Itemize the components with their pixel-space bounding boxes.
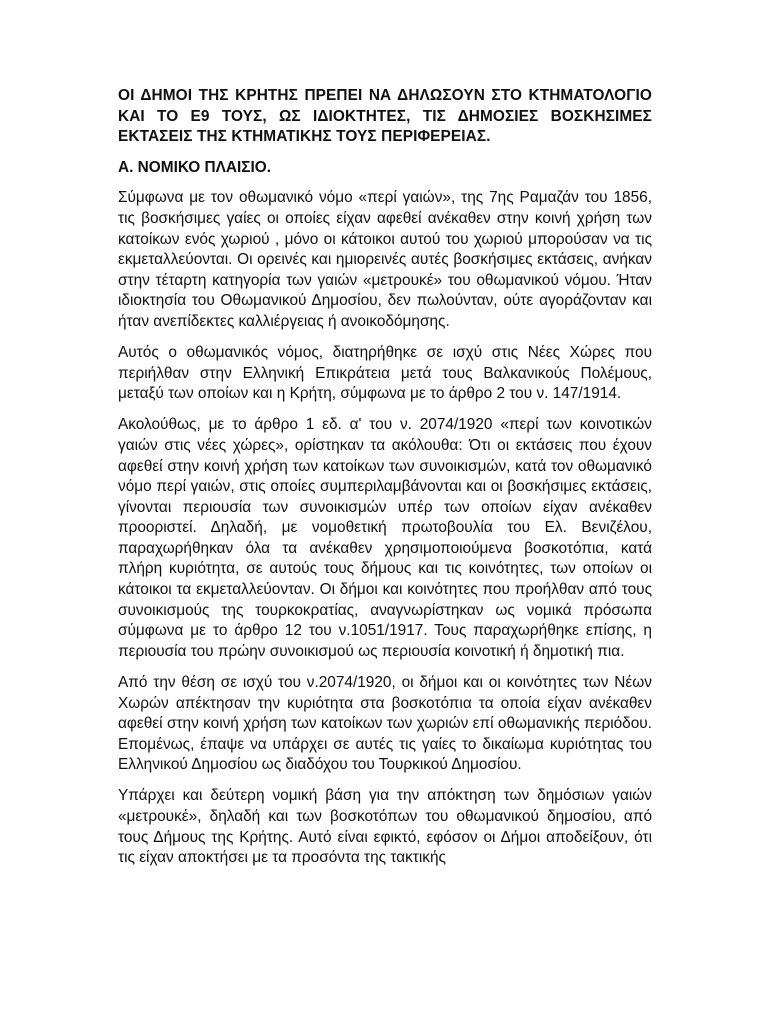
paragraph: Σύμφωνα με τον οθωμανικό νόμο «περί γαιών», της 7ης Ραμαζάν του 1856, τις βοσκήσιμες γαίες οι οποίες είχαν αφεθεί ανέκαθεν στην κοινή χρήση των κατοίκων ενός χωριού , μόνο οι κάτοικοι αυτού του χωριού μπορούσαν να τις εκμεταλλεύονται. Οι ορεινές και ημιορεινές αυτές βοσκήσιμες εκτάσεις, ανήκαν στην τέταρτη κατηγορία των γαιών «μετρουκέ» του οθωμανικού νόμου. Ήταν ιδιοκτησία του Οθωμανικού Δημοσίου, δεν πωλούνταν, ούτε αγοράζονταν και ήταν ανεπίδεκτες καλλιέργειας ή ανοικοδόμησης.	[118, 189, 652, 330]
section-heading: Α. ΝΟΜΙΚΟ ΠΛΑΙΣΙΟ.	[118, 158, 272, 176]
document-body	[118, 86, 652, 879]
document-title: ΟΙ ΔΗΜΟΙ ΤΗΣ ΚΡΗΤΗΣ ΠΡΕΠΕΙ ΝΑ ΔΗΛΩΣΟΥΝ ΣΤΟ ΚΤΗΜΑΤΟΛΟΓΙΟ ΚΑΙ ΤΟ Ε9 ΤΟΥΣ, ΩΣ ΙΔΙΟΚΤΗΤΕΣ, ΤΙΣ ΔΗΜΟΣΙΕΣ ΒΟΣΚΗΣΙΜΕΣ ΕΚΤΑΣΕΙΣ ΤΗΣ ΚΤΗΜΑΤΙΚΗΣ ΤΟΥΣ ΠΕΡΙΦΕΡΕΙΑΣ.	[118, 87, 652, 146]
paragraph: Ακολούθως, με το άρθρο 1 εδ. α' του ν. 2074/1920 «περί των κοινοτικών γαιών στις νέες χώρες», ορίστηκαν τα ακόλουθα: Ότι οι εκτάσεις που έχουν αφεθεί στην κοινή χρήση των κατοίκων των συνοικισμών, κατά τον οθωμανικό νόμο περί γαιών, στις οποίες συμπεριλαμβάνονται και οι βοσκήσιμες εκτάσεις, γίνονται περιουσία των συνοικισμών υπέρ των οποίων είχαν ανέκαθεν προοριστεί. Δηλαδή, με νομοθετική πρωτοβουλία του Ελ. Βενιζέλου, παραχωρήθηκαν όλα τα ανέκαθεν χρησιμοποιούμενα βοσκοτόπια, κατά πλήρη κυριότητα, σε αυτούς τους δήμους και τις κοινότητες, των οποίων οι κάτοικοι τα εκμεταλλεύονταν. Οι δήμοι και κοινότητες που προήλθαν από τους συνοικισμούς της τουρκοκρατίας, αναγνωρίστηκαν ως νομικά πρόσωπα σύμφωνα με το άρθρο 12 του ν.1051/1917. Τους παραχωρήθηκε επίσης, η περιουσία του πρώην συνοικισμού ως περιουσία κοινοτική ή δημοτική πια.	[118, 416, 652, 660]
paragraph: Υπάρχει και δεύτερη νομική βάση για την απόκτηση των δημόσιων γαιών «μετρουκέ», δηλαδή και των βοσκοτόπων του οθωμανικού δημοσίου, από τους Δήμους της Κρήτης. Αυτό είναι εφικτό, εφόσον οι Δήμοι αποδείξουν, ότι τις είχαν αποκτήσει με τα προσόντα της τακτικής	[118, 787, 652, 867]
paragraph: Από την θέση σε ισχύ του ν.2074/1920, οι δήμοι και οι κοινότητες των Νέων Χωρών απέκτησαν την κυριότητα στα βοσκοτόπια τα οποία είχαν ανέκαθεν αφεθεί στην κοινή χρήση των κατοίκων των χωριών επί οθωμανικής περιόδου. Επομένως, έπαψε να υπάρχει σε αυτές τις γαίες το δικαίωμα κυριότητας του Ελληνικού Δημοσίου ως διαδόχου του Τουρκικού Δημοσίου.	[118, 673, 652, 774]
paragraph: Αυτός ο οθωμανικός νόμος, διατηρήθηκε σε ισχύ στις Νέες Χώρες που περιήλθαν στην Ελληνική Επικράτεια μετά τους Βαλκανικούς Πολέμους, μεταξύ των οποίων και η Κρήτη, σύμφωνα με το άρθρο 2 του ν. 147/1914.	[118, 344, 652, 403]
